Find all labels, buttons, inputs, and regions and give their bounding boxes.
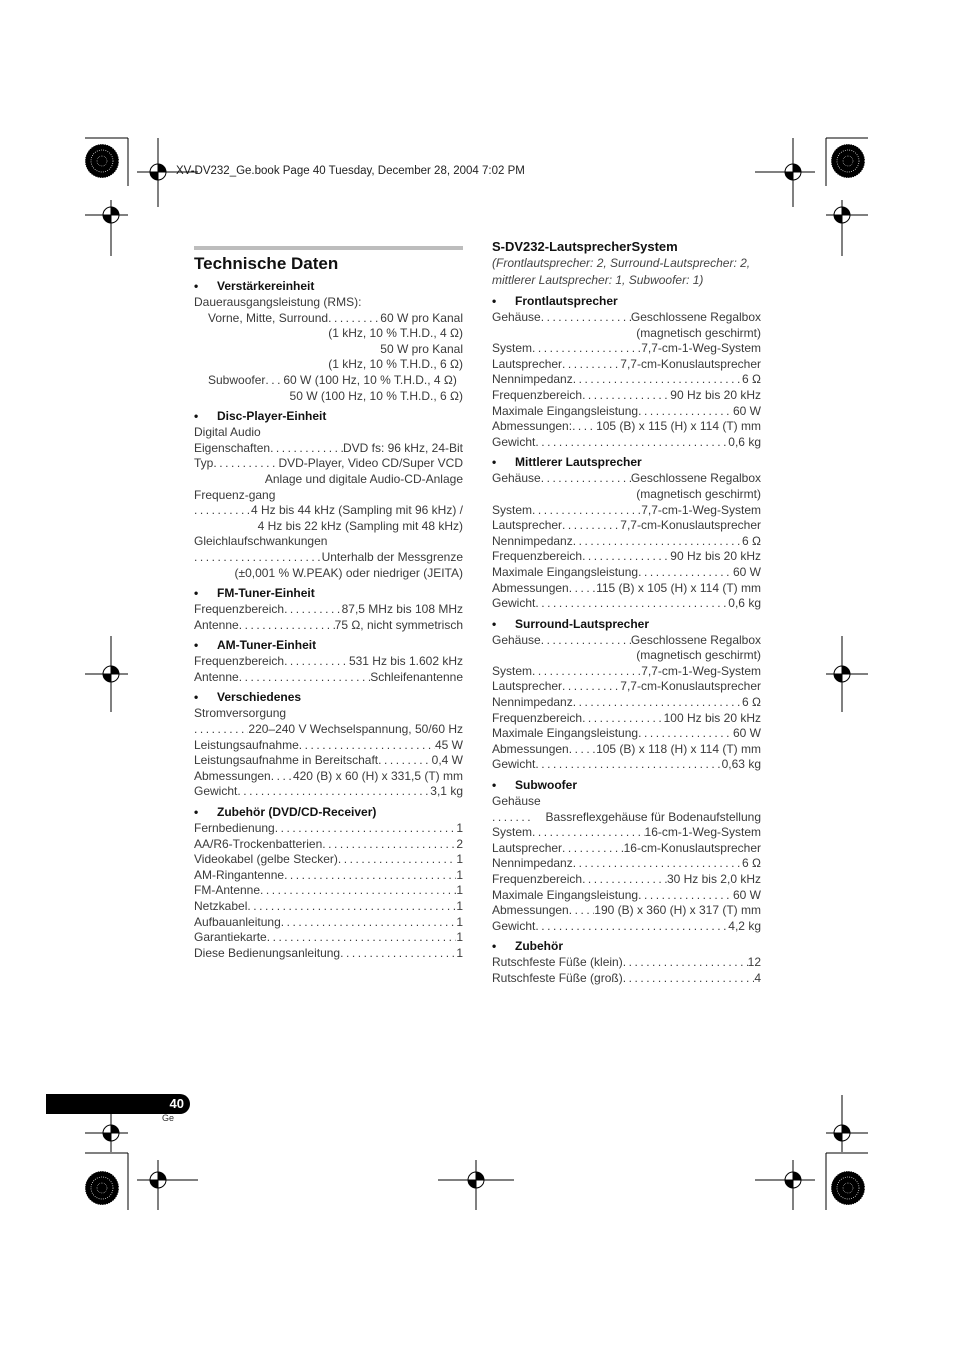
spec-row: Lautsprecher . . . 7,7-cm-Konuslautsprecher — [492, 679, 761, 695]
spec-row: Netzkabel . . . 1 — [194, 899, 463, 915]
spec-row: Nennimpedanz . . . 6 Ω — [492, 856, 761, 872]
spec-row: Abmessungen . . . 190 (B) x 360 (H) x 317 (T) mm — [492, 903, 761, 919]
spec-row: Gewicht . . . 3,1 kg — [194, 784, 463, 800]
spec-row: Gewicht . . . 4,2 kg — [492, 919, 761, 935]
page-number: 40 — [169, 1096, 184, 1111]
spec-row: AM-Ringantenne . . . 1 — [194, 868, 463, 884]
spec-row: Lautsprecher . . . 7,7-cm-Konuslautsprecher — [492, 357, 761, 373]
spec-row: Rutschfeste Füße (klein) . . . 12 — [492, 955, 761, 971]
spec-row: Abmessungen . . . 115 (B) x 105 (H) x 114 (T) mm — [492, 581, 761, 597]
spec-row: Lautsprecher . . . 7,7-cm-Konuslautsprecher — [492, 518, 761, 534]
section-heading-front: • Frontlautsprecher — [492, 294, 618, 308]
spec-line: (1 kHz, 10 % T.H.D., 4 Ω) — [328, 326, 463, 341]
section-heading-am: • AM-Tuner-Einheit — [194, 638, 317, 653]
starburst-mark-bottom-right — [831, 1171, 865, 1205]
spec-line: (1 kHz, 10 % T.H.D., 6 Ω) — [328, 357, 463, 372]
spec-row: System . . . 7,7-cm-1-Weg-System — [492, 503, 761, 519]
spec-line: (magnetisch geschirmt) — [636, 486, 761, 501]
spec-row: Maximale Eingangsleistung . . . 60 W — [492, 726, 761, 742]
spec-row: Frequenzbereich . . . 90 Hz bis 20 kHz — [492, 388, 761, 404]
spec-line: (magnetisch geschirmt) — [636, 325, 761, 340]
spec-row: FM-Antenne . . . 1 — [194, 883, 463, 899]
spec-line: Gleichlaufschwankungen — [194, 534, 328, 549]
spec-row: . . . 220–240 V Wechselspannung, 50/60 Hz — [194, 722, 463, 738]
spec-row: Nennimpedanz . . . 6 Ω — [492, 372, 761, 388]
spec-line: Stromversorgung — [194, 706, 287, 721]
spec-row: Fernbedienung . . . 1 — [194, 821, 463, 837]
spec-line: 50 W (100 Hz, 10 % T.H.D., 6 Ω) — [289, 388, 463, 403]
spec-row: System . . . 7,7-cm-1-Weg-System — [492, 664, 761, 680]
spec-row: System . . . 7,7-cm-1-Weg-System — [492, 341, 761, 357]
spec-row: Frequenzbereich . . . 100 Hz bis 20 kHz — [492, 711, 761, 727]
spec-row: Maximale Eingangsleistung . . . 60 W — [492, 888, 761, 904]
spec-row: System . . . 16-cm-1-Weg-System — [492, 825, 761, 841]
page-language: Ge — [162, 1113, 175, 1123]
spec-row: Antenne . . . 75 Ω, nicht symmetrisch — [194, 618, 463, 634]
speaker-system-title: S-DV232-LautsprecherSystem — [492, 239, 678, 254]
spec-row: Nennimpedanz . . . 6 Ω — [492, 695, 761, 711]
spec-row: Gewicht . . . 0,6 kg — [492, 435, 761, 451]
spec-row: Leistungsaufnahme in Bereitschaft . . . 0,4 W — [194, 753, 463, 769]
spec-row: . . . 4 Hz bis 44 kHz (Sampling mit 96 kHz) / — [194, 503, 463, 519]
spec-line: Frequenz-gang — [194, 487, 276, 502]
spec-row: Vorne, Mitte, Surround . . . 60 W pro Kanal — [194, 311, 463, 327]
spec-row: Frequenzbereich . . . 531 Hz bis 1.602 kHz — [194, 654, 463, 670]
spec-row: Frequenzbereich . . . 87,5 MHz bis 108 MHz — [194, 602, 463, 618]
spec-line: 50 W pro Kanal — [380, 341, 463, 356]
spec-row: Lautsprecher . . . 16-cm-Konuslautsprecher — [492, 841, 761, 857]
spec-line: 4 Hz bis 22 kHz (Sampling mit 48 kHz) — [257, 518, 463, 533]
spec-row: Maximale Eingangsleistung . . . 60 W — [492, 404, 761, 420]
spec-row: Subwoofer . . . 60 W (100 Hz, 10 % T.H.D., 4 Ω) — [194, 373, 463, 389]
starburst-mark-top-right — [831, 144, 865, 178]
spec-line: Digital Audio — [194, 425, 261, 440]
spec-row: AA/R6-Trockenbatterien . . . 2 — [194, 837, 463, 853]
spec-line: (±0,001 % W.PEAK) oder niedriger (JEITA) — [234, 565, 463, 580]
section-heading-subwoofer: • Subwoofer — [492, 778, 577, 793]
section-heading-accessories: • Zubehör (DVD/CD-Receiver) — [194, 805, 377, 820]
spec-row: Diese Bedienungsanleitung . . . 1 — [194, 946, 463, 962]
spec-line: Gehäuse — [492, 794, 541, 809]
book-info-line: XV-DV232_Ge.book Page 40 Tuesday, December 28, 2004 7:02 PM — [176, 165, 525, 177]
spec-row: . . . Bassreflexgehäuse für Bodenaufstellung — [492, 810, 761, 826]
page-title: Technische Daten — [194, 254, 339, 273]
spec-row: Gewicht . . . 0,6 kg — [492, 596, 761, 612]
spec-row: Gehäuse . . . Geschlossene Regalbox — [492, 310, 761, 326]
spec-row: Frequenzbereich . . . 90 Hz bis 20 kHz — [492, 549, 761, 565]
spec-row: Leistungsaufnahme . . . 45 W — [194, 738, 463, 754]
spec-row: Videokabel (gelbe Stecker) . . . 1 — [194, 852, 463, 868]
section-heading-surround: • Surround-Lautsprecher — [492, 616, 650, 631]
section-heading-misc: • Verschiedenes — [194, 690, 302, 705]
spec-row: Abmessungen . . . 105 (B) x 118 (H) x 114 (T) mm — [492, 742, 761, 758]
section-heading-speaker-accessories: • Zubehör — [492, 939, 563, 954]
spec-row: Abmessungen: . . . 105 (B) x 115 (H) x 114 (T) mm — [492, 419, 761, 435]
spec-row: Rutschfeste Füße (groß) . . . 4 — [492, 971, 761, 987]
spec-line: Anlage und digitale Audio-CD-Anlage — [264, 471, 463, 486]
starburst-mark-bottom-left — [85, 1171, 119, 1205]
spec-line: (magnetisch geschirmt) — [636, 648, 761, 663]
spec-row: Garantiekarte . . . 1 — [194, 930, 463, 946]
spec-row: . . . Unterhalb der Messgrenze — [194, 550, 463, 566]
spec-row: Eigenschaften . . . DVD fs: 96 kHz, 24-Bit — [194, 441, 463, 457]
section-heading-disc: • Disc-Player-Einheit — [194, 409, 327, 424]
section-heading-fm: • FM-Tuner-Einheit — [194, 586, 315, 601]
spec-row: Gehäuse . . . Geschlossene Regalbox — [492, 471, 761, 487]
spec-row: Gewicht . . . 0,63 kg — [492, 757, 761, 773]
section-heading-amp: • Verstärkereinheit — [194, 279, 315, 293]
spec-row: Frequenzbereich . . . 30 Hz bis 2,0 kHz — [492, 872, 761, 888]
spec-row: Nennimpedanz . . . 6 Ω — [492, 534, 761, 550]
spec-row: Maximale Eingangsleistung . . . 60 W — [492, 565, 761, 581]
speaker-system-intro: (Frontlautsprecher: 2, Surround-Lautsprecher: 2, mittlerer Lautsprecher: 1, Subwoofer: 1) — [492, 256, 751, 287]
spec-row: Antenne . . . Schleifenantenne — [194, 670, 463, 686]
spec-row: Abmessungen . . . 420 (B) x 60 (H) x 331,5 (T) mm — [194, 769, 463, 785]
spec-row: Aufbauanleitung . . . 1 — [194, 915, 463, 931]
spec-line: Dauerausgangsleistung (RMS): — [194, 295, 362, 309]
spec-row: Gehäuse . . . Geschlossene Regalbox — [492, 633, 761, 649]
section-heading-center: • Mittlerer Lautsprecher — [492, 455, 642, 470]
spec-row: Typ . . . DVD-Player, Video CD/Super VCD — [194, 456, 463, 472]
starburst-mark-top-left — [85, 144, 119, 178]
